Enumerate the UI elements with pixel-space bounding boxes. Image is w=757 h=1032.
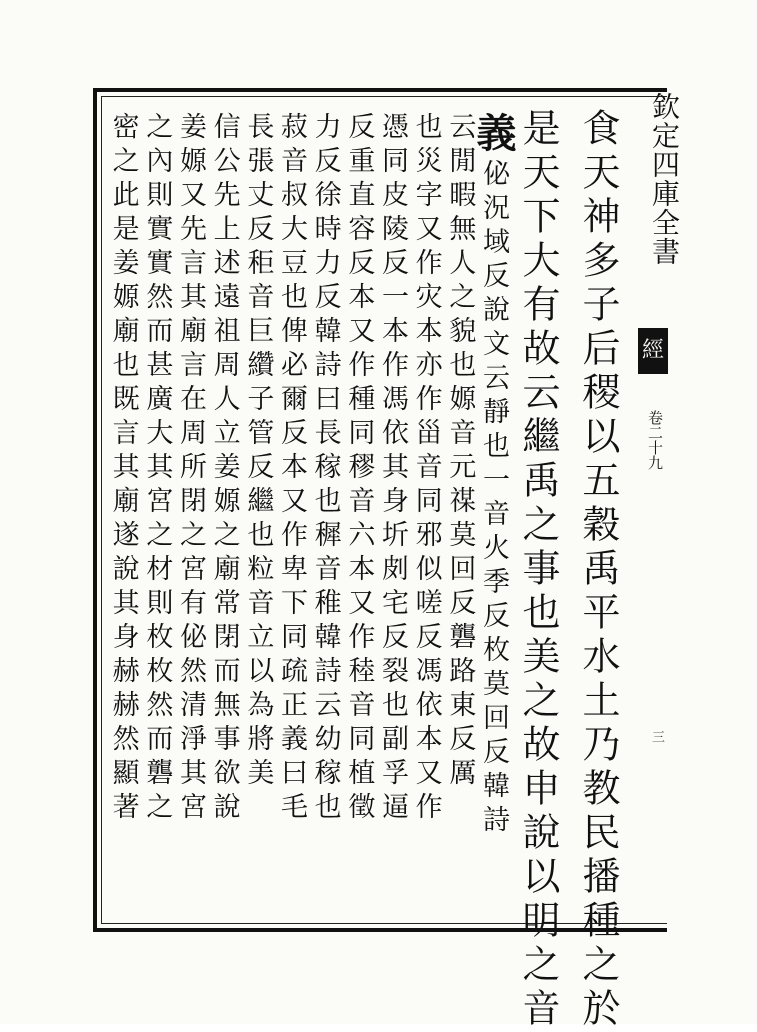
text-column: 信公先上述遠祖周人立姜嫄之廟常閉而無事欲說 xyxy=(208,112,240,826)
text-column: 密之此是姜嫄廟也既言其廟遂說其身赫赫然顯著 xyxy=(107,112,139,826)
text-column: 菽音叔大豆也俾必爾反本又作卑下同疏正義曰毛 xyxy=(276,112,307,826)
text-column: 長張丈反秬音巨纘子管反繼也粒音立以為將美 xyxy=(242,112,274,792)
text-column: 姜嫄又先言其廟言在周所閉之宮有佖然清淨其宮 xyxy=(175,112,206,826)
text-column: 也災字又作灾本亦作甾音同邪似嗟反馮依本又作 xyxy=(410,112,442,826)
volume-label: 卷二十九 xyxy=(646,410,664,470)
section-mark: 義 xyxy=(470,112,517,159)
text-column: 之內則實實然而甚廣大其宮之材則枚枚然而礱之 xyxy=(141,112,173,826)
text-column: 食天神多子后稷以五穀禹平水土乃教民播種之於 xyxy=(576,108,620,1032)
text-column: 是天下大有故云繼禹之事也美之故申說以明之音 xyxy=(516,108,560,1032)
page-marker: 三 xyxy=(649,730,664,743)
text-column: 云閒暇無人之貌也嫄音元禖莫回反礱路東反厲 xyxy=(444,112,476,792)
section-block-label: 經 xyxy=(638,328,668,374)
text-column: 義佖況域反說文云靜也一音火季反枚莫回反韓詩 xyxy=(470,112,517,839)
text-column: 力反徐時力反韓詩曰長稼也穉音稚韓詩云幼稼也 xyxy=(309,112,341,826)
text-column: 反重直容反本又作種同穋音六本又作稑音同植徵 xyxy=(343,112,375,826)
text-column: 憑同皮陵反一本作馮依其身圻㓟宅反裂也副孚逼 xyxy=(377,112,408,826)
book-title: 欽定四庫全書 xyxy=(648,92,681,266)
